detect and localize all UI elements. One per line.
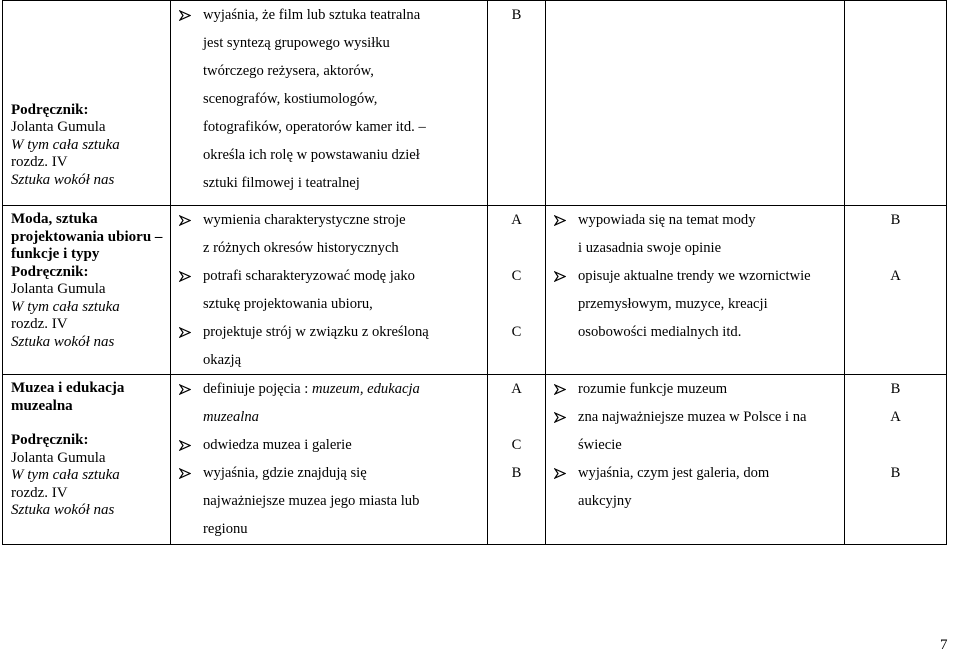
textbook-title: W tym cała sztuka [11,467,120,483]
grade-label: B [890,465,901,481]
grade-label: A [511,381,522,397]
topic-cell [3,375,171,545]
list-item [177,262,487,318]
textbook-author: Jolanta Gumula [11,449,106,466]
textbook-label: Podręcznik: [11,101,89,118]
item-line: przemysłowym, muzyce, kreacji [578,296,768,312]
item-line: wymienia charakterystyczne stroje [203,212,406,228]
topic-cell [3,1,171,206]
item-line: świecie [578,437,622,453]
topic-title: projektowania ubioru – [11,228,163,245]
item-line: twórczego reżysera, aktorów, [203,63,374,79]
basic-requirements-cell [171,375,488,545]
topic-title: Muzea i edukacja [11,380,125,396]
grade-label: A [890,268,901,284]
grade-label: C [511,268,522,284]
list-item [552,459,844,515]
requirements-table [2,0,947,545]
arrowhead-bullet-icon [179,327,191,338]
item-line: wyjaśnia, czym jest galeria, dom [578,465,770,481]
item-line: z różnych okresów historycznych [203,240,399,256]
list-item [177,206,487,262]
list-item [552,375,844,403]
item-line: projektuje strój w związku z określoną [203,324,429,340]
arrowhead-bullet-icon [179,384,191,395]
list-item [177,318,487,374]
textbook-label: Podręcznik: [11,263,89,280]
basic-grade-cell [488,206,546,375]
grade-label: B [511,465,522,481]
topic-title: muzealna [11,397,73,414]
textbook-chapter: rozdz. IV [11,154,68,170]
topic-title: Moda, sztuka [11,211,98,227]
textbook-chapter: rozdz. IV [11,316,68,332]
item-line: aukcyjny [578,493,632,509]
item-line: najważniejsze muzea jego miasta lub [203,493,420,509]
arrowhead-bullet-icon [554,271,566,282]
textbook-author: Jolanta Gumula [11,281,106,297]
arrowhead-bullet-icon [179,10,191,21]
arrowhead-bullet-icon [179,468,191,479]
extended-grade-cell [845,206,947,375]
arrowhead-bullet-icon [179,440,191,451]
item-line: osobowości medialnych itd. [578,324,742,340]
grade-label: B [511,7,522,23]
item-line: zna najważniejsze muzea w Polsce i na [578,409,807,425]
textbook-chapter: rozdz. IV [11,484,68,501]
item-term: muzeum, edukacja [312,381,420,397]
item-line: odwiedza muzea i galerie [203,437,352,453]
item-line [203,403,487,431]
item-line: wypowiada się na temat mody [578,212,756,228]
arrowhead-bullet-icon [554,412,566,423]
chapter-title: Sztuka wokół nas [11,171,115,188]
item-line: okazją [203,352,242,368]
list-item [552,403,844,459]
list-item [177,1,487,197]
grade-label: B [890,212,901,228]
basic-grade-cell [488,375,546,545]
item-line: scenografów, kostiumologów, [203,91,378,107]
item-line: fotografików, operatorów kamer itd. – [203,119,426,135]
list-item [177,375,487,431]
item-line: wyjaśnia, że film lub sztuka teatralna [203,7,421,23]
extended-grade-cell [845,1,947,206]
extended-grade-cell [845,375,947,545]
grade-label: A [511,212,522,228]
extended-requirements-cell [546,1,845,206]
grade-label: C [511,324,522,340]
arrowhead-bullet-icon [179,215,191,226]
chapter-title: Sztuka wokół nas [11,333,115,350]
list-item [552,262,844,346]
textbook-title: W tym cała sztuka [11,298,120,315]
topic-cell [3,206,171,375]
item-line: i uzasadnia swoje opinie [578,240,722,256]
item-line [203,375,487,403]
item-text: definiuje pojęcia : [203,381,313,397]
extended-requirements-cell [546,375,845,545]
item-line: sztuki filmowej i teatralnej [203,175,360,191]
grade-label: B [890,381,901,397]
basic-grade-cell [488,1,546,206]
textbook-title: W tym cała sztuka [11,136,120,153]
grade-label: A [890,409,901,425]
basic-requirements-cell [171,206,488,375]
list-item [177,459,487,543]
basic-requirements-cell [171,1,488,206]
item-line: wyjaśnia, gdzie znajdują się [203,465,367,481]
item-line: potrafi scharakteryzować modę jako [203,268,415,284]
textbook-author: Jolanta Gumula [11,119,106,135]
extended-requirements-cell [546,206,845,375]
grade-label: C [511,437,522,453]
item-line: rozumie funkcje muzeum [578,381,728,397]
arrowhead-bullet-icon [554,384,566,395]
item-line: regionu [203,521,248,537]
arrowhead-bullet-icon [554,468,566,479]
chapter-title: Sztuka wokół nas [11,502,115,518]
arrowhead-bullet-icon [554,215,566,226]
item-line: opisuje aktualne trendy we wzornictwie [578,268,811,284]
item-line: jest syntezą grupowego wysiłku [203,35,390,51]
topic-title: funkcje i typy [11,246,100,262]
table-row [3,206,947,375]
textbook-label: Podręcznik: [11,432,89,448]
list-item [552,206,844,262]
page-number: 7 [940,637,948,653]
item-line: określa ich rolę w powstawaniu dzieł [203,147,420,163]
list-item [177,431,487,459]
arrowhead-bullet-icon [179,271,191,282]
item-term: muzealna [203,409,259,425]
item-line: sztukę projektowania ubioru, [203,296,373,312]
table-row [3,375,947,545]
table-row [3,1,947,206]
